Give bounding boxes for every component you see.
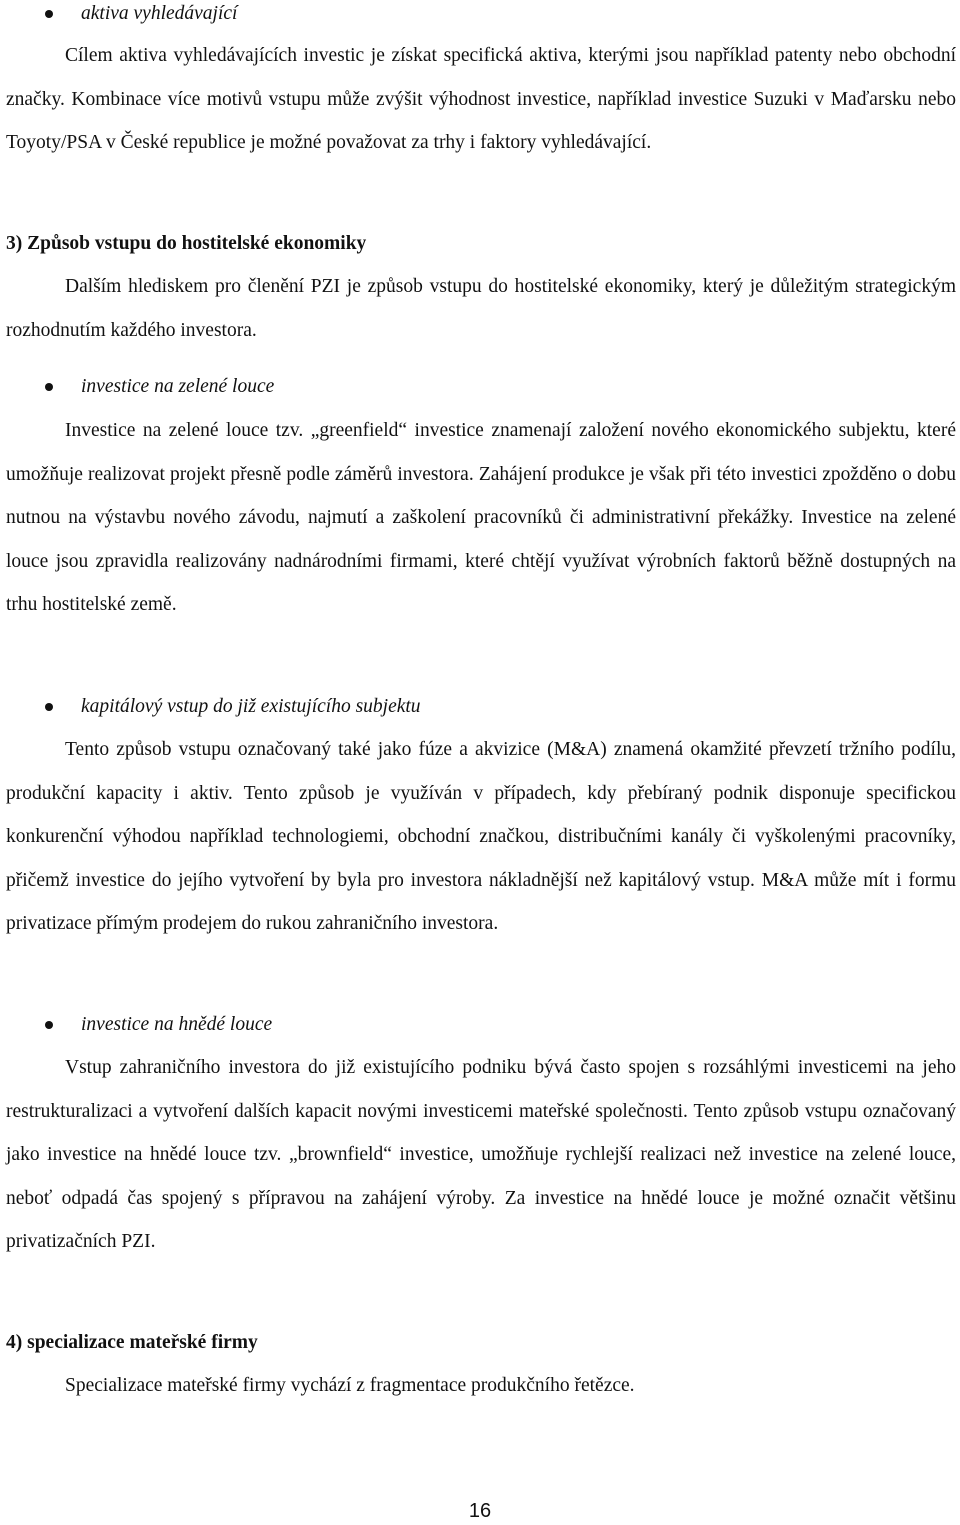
bullet-aktiva bbox=[6, 1, 960, 27]
bullet-icon bbox=[45, 703, 53, 711]
paragraph-intro: Dalším hlediskem pro členění PZI je způsob vstupu do hostitelské ekonomiky, který je důležitým strategickým rozhodnutím každého investora. bbox=[6, 276, 956, 341]
bullet-greenfield bbox=[6, 374, 960, 400]
paragraph-aktiva: Cílem aktiva vyhledávajících investic je získat specifická aktiva, kterými jsou například patenty nebo obchodní značky. Kombinace více motivů vstupu může zvýšit výhodnost investice, například investice Suzuki v Maďarsku nebo Toyoty/PSA v České republice je možné považovat za trhy i faktory vyhledávající. bbox=[6, 45, 956, 154]
bullet-icon bbox=[45, 10, 53, 18]
bullet-title: investice na zelené louce bbox=[81, 376, 275, 397]
bullet-icon bbox=[45, 1021, 53, 1029]
page-number: 16 bbox=[468, 1500, 492, 1522]
bullet-title: aktiva vyhledávající bbox=[81, 3, 238, 24]
bullet-brownfield bbox=[6, 1012, 960, 1038]
bullet-kapital bbox=[6, 694, 960, 720]
section-heading-4: 4) specializace mateřské firmy bbox=[6, 1332, 258, 1353]
bullet-title: kapitálový vstup do již existujícího subjektu bbox=[81, 696, 421, 717]
paragraph-spec: Specializace mateřské firmy vychází z fragmentace produkčního řetězce. bbox=[65, 1375, 635, 1396]
paragraph-kapital: Tento způsob vstupu označovaný také jako fúze a akvizice (M&A) znamená okamžité převzetí tržního podílu, produkční kapacity i aktiv. Tento způsob je využíván v případech, kdy přebíraný podnik disponuje specifickou konkurenční výhodou například technologiemi, obchodní značkou, distribučními kanály či vyškolenými pracovníky, přičemž investice do jejího vytvoření by byla pro investora nákladnější než kapitálový vstup. M&A může mít i formu privatizace přímým prodejem do rukou zahraničního investora. bbox=[6, 739, 956, 935]
bullet-title: investice na hnědé louce bbox=[81, 1014, 273, 1035]
paragraph-greenfield: Investice na zelené louce tzv. „greenfield“ investice znamenají založení nového ekonomického subjektu, které umožňuje realizovat projekt přesně podle záměrů investora. Zahájení produkce je však při této investici zpožděno o dobu nutnou na výstavbu nového závodu, najmutí a zaškolení pracovníků či administrativní překážky. Investice na zelené louce jsou zpravidla realizovány nadnárodními firmami, které chtějí využívat výrobních faktorů běžně dostupných na trhu hostitelské země. bbox=[6, 420, 956, 616]
paragraph-brownfield: Vstup zahraničního investora do již existujícího podniku bývá často spojen s rozsáhlými investicemi na jeho restrukturalizaci a vytvoření dalších kapacit novými investicemi mateřské společnosti. Tento způsob vstupu označovaný jako investice na hnědé louce tzv. „brownfield“ investice, umožňuje rychlejší realizaci než investice na zelené louce, neboť odpadá čas spojený s přípravou na zahájení výroby. Za investice na hnědé louce je možné označit většinu privatizačních PZI. bbox=[6, 1057, 956, 1253]
bullet-icon bbox=[45, 383, 53, 391]
section-heading-3: 3) Způsob vstupu do hostitelské ekonomiky bbox=[6, 233, 367, 254]
